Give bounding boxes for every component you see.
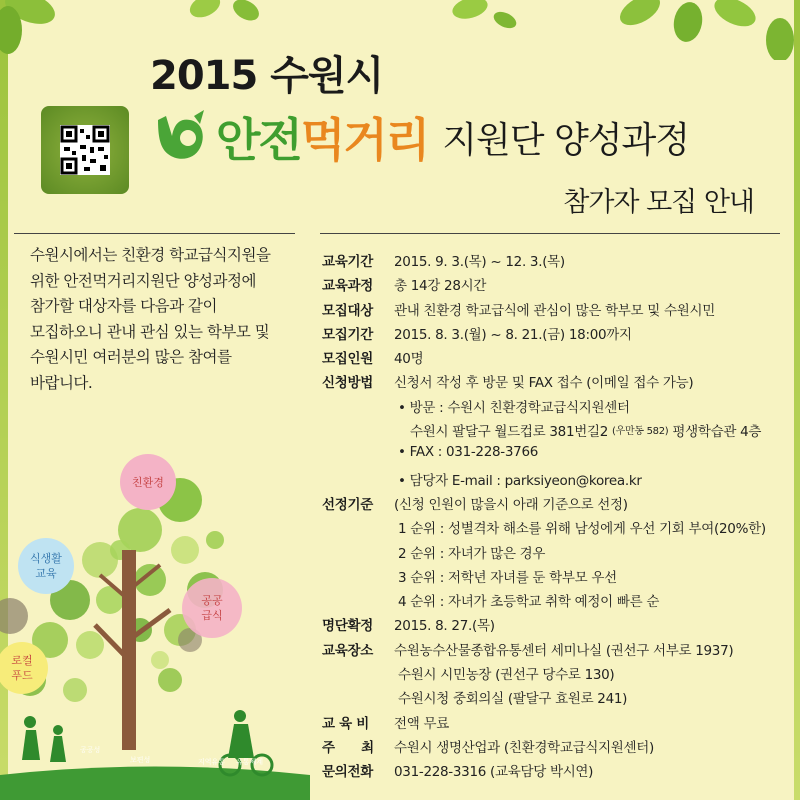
info-label: 선정기준 [322,496,373,513]
info-row-apply [322,371,792,395]
info-value: 전액 무료 [394,715,449,732]
subtitle: 참가자 모집 안내 [563,187,754,218]
bubble-public-label-1: 공공 [201,594,223,607]
intro-line: 수원시민 여러분의 많은 참여를 [30,348,232,366]
info-label: 모집기간 [322,326,373,343]
info-row-recruit-period [322,323,792,347]
info-row-host [322,736,792,760]
bubble-public [182,578,242,638]
info-row-criteria [322,493,792,517]
title-food: 먹거리 [300,113,429,167]
main-title [150,102,689,172]
email-line[interactable]: • 담당자 E-mail : parksiyeon@korea.kr [398,472,642,489]
ground-label: 보편성 [130,756,151,764]
info-label: 모집인원 [322,351,373,368]
info-row-target [322,299,792,323]
place-item: 수원시 시민농장 (권선구 당수로 130) [398,667,615,684]
info-row-confirm [322,614,792,638]
info-value: 신청서 작성 후 방문 및 FAX 접수 (이메일 접수 가능) [394,375,694,392]
info-value: 수원농수산물종합유통센터 세미나실 (권선구 서부로 1937) [394,642,734,659]
ground-label: 공공성 [80,746,101,754]
info-label: 신청방법 [322,375,373,392]
info-value: 2015. 8. 3.(월) ~ 8. 21.(금) 18:00까지 [394,326,632,343]
divider-left [14,233,295,234]
info-row-contact [322,760,792,784]
visit-line: • 방문 : 수원시 친환경학교급식지원센터 [398,399,630,416]
info-label: 교육기간 [322,254,373,270]
bubble-diet-label-2: 교육 [35,567,57,580]
right-border [794,0,800,800]
criteria-item: 1 순위 : 성별격차 해소를 위해 남성에게 우선 기회 부여(20%한) [398,521,766,538]
info-label: 주 최 [322,739,374,756]
info-table [322,250,792,785]
place-item: 수원시청 중회의실 (팔달구 효원로 241) [398,691,628,708]
intro-paragraph [30,243,310,396]
intro-line: 바랍니다. [30,373,93,392]
ground [0,710,310,800]
ground-label: 지역유통 [198,758,226,766]
info-label: 교 육 비 [322,715,370,732]
people-silhouettes-icon [22,710,272,775]
title-program: 지원단 양성과정 [442,119,690,161]
info-label: 모집대상 [322,302,373,319]
bubble-eco [120,454,176,510]
info-row-place [322,639,792,663]
info-row-course [322,274,792,298]
criteria-item: 4 순위 : 자녀가 초등학교 취학 예정이 빠른 순 [398,594,660,611]
info-value: 031-228-3316 (교육담당 박시연) [394,764,594,781]
qr-code[interactable] [41,106,129,194]
info-label: 명단확정 [322,618,373,635]
bubble-public-label-2: 급식 [201,609,223,622]
bubble-eco-label: 친환경 [132,476,164,489]
criteria-item: 3 순위 : 저학년 자녀를 둔 학부모 우선 [398,569,617,586]
qr-pattern-icon [60,125,110,175]
tree-illustration [0,440,310,800]
info-value: 관내 친환경 학교급식에 관심이 많은 학부모 및 수원시민 [394,302,715,319]
info-label: 교육과정 [322,278,373,295]
address-small: (우만동 582) [612,426,669,438]
intro-line: 모집하오니 관내 관심 있는 학부모 및 [30,322,270,341]
year-heading: 2015 수원시 [150,53,384,99]
bubble-local-label-2: 푸드 [11,669,33,682]
info-value: 총 14강 28시간 [394,278,487,295]
info-value: (신청 인원이 많을시 아래 기준으로 선정) [394,496,628,513]
info-label: 문의전화 [322,764,373,781]
info-value: 2015. 8. 27.(목) [394,618,495,635]
address-tail: 평생학습관 4층 [672,424,762,441]
bubble-diet [18,538,74,594]
ground-label: 유통체계 [236,758,264,766]
ok-hand-icon [150,106,212,168]
divider-right [320,233,780,234]
info-value: 수원시 생명산업과 (친환경학교급식지원센터) [394,739,654,756]
info-row-fee [322,712,792,736]
intro-line: 참가할 대상자를 다음과 같이 [30,297,217,315]
info-row-headcount [322,347,792,371]
bubble-local-label-1: 로컬 [11,654,33,667]
title-safe: 안전 [216,113,301,167]
leaves-decoration [0,0,800,60]
intro-line: 수원시에서는 친환경 학교급식지원을 [30,246,271,264]
criteria-item: 2 순위 : 자녀가 많은 경우 [398,545,546,562]
bubble-diet-label-1: 식생활 [30,552,62,565]
info-value: 2015. 9. 3.(목) ~ 12. 3.(목) [394,254,565,270]
address-main: 수원시 팔달구 월드컵로 381번길2 [410,424,609,441]
address-line [322,420,792,444]
intro-line: 위한 안전먹거리지원단 양성과정에 [30,271,256,290]
info-row-period [322,250,792,274]
info-label: 교육장소 [322,642,373,659]
fax-line: • FAX : 031-228-3766 [398,444,539,461]
info-value: 40명 [394,351,424,368]
